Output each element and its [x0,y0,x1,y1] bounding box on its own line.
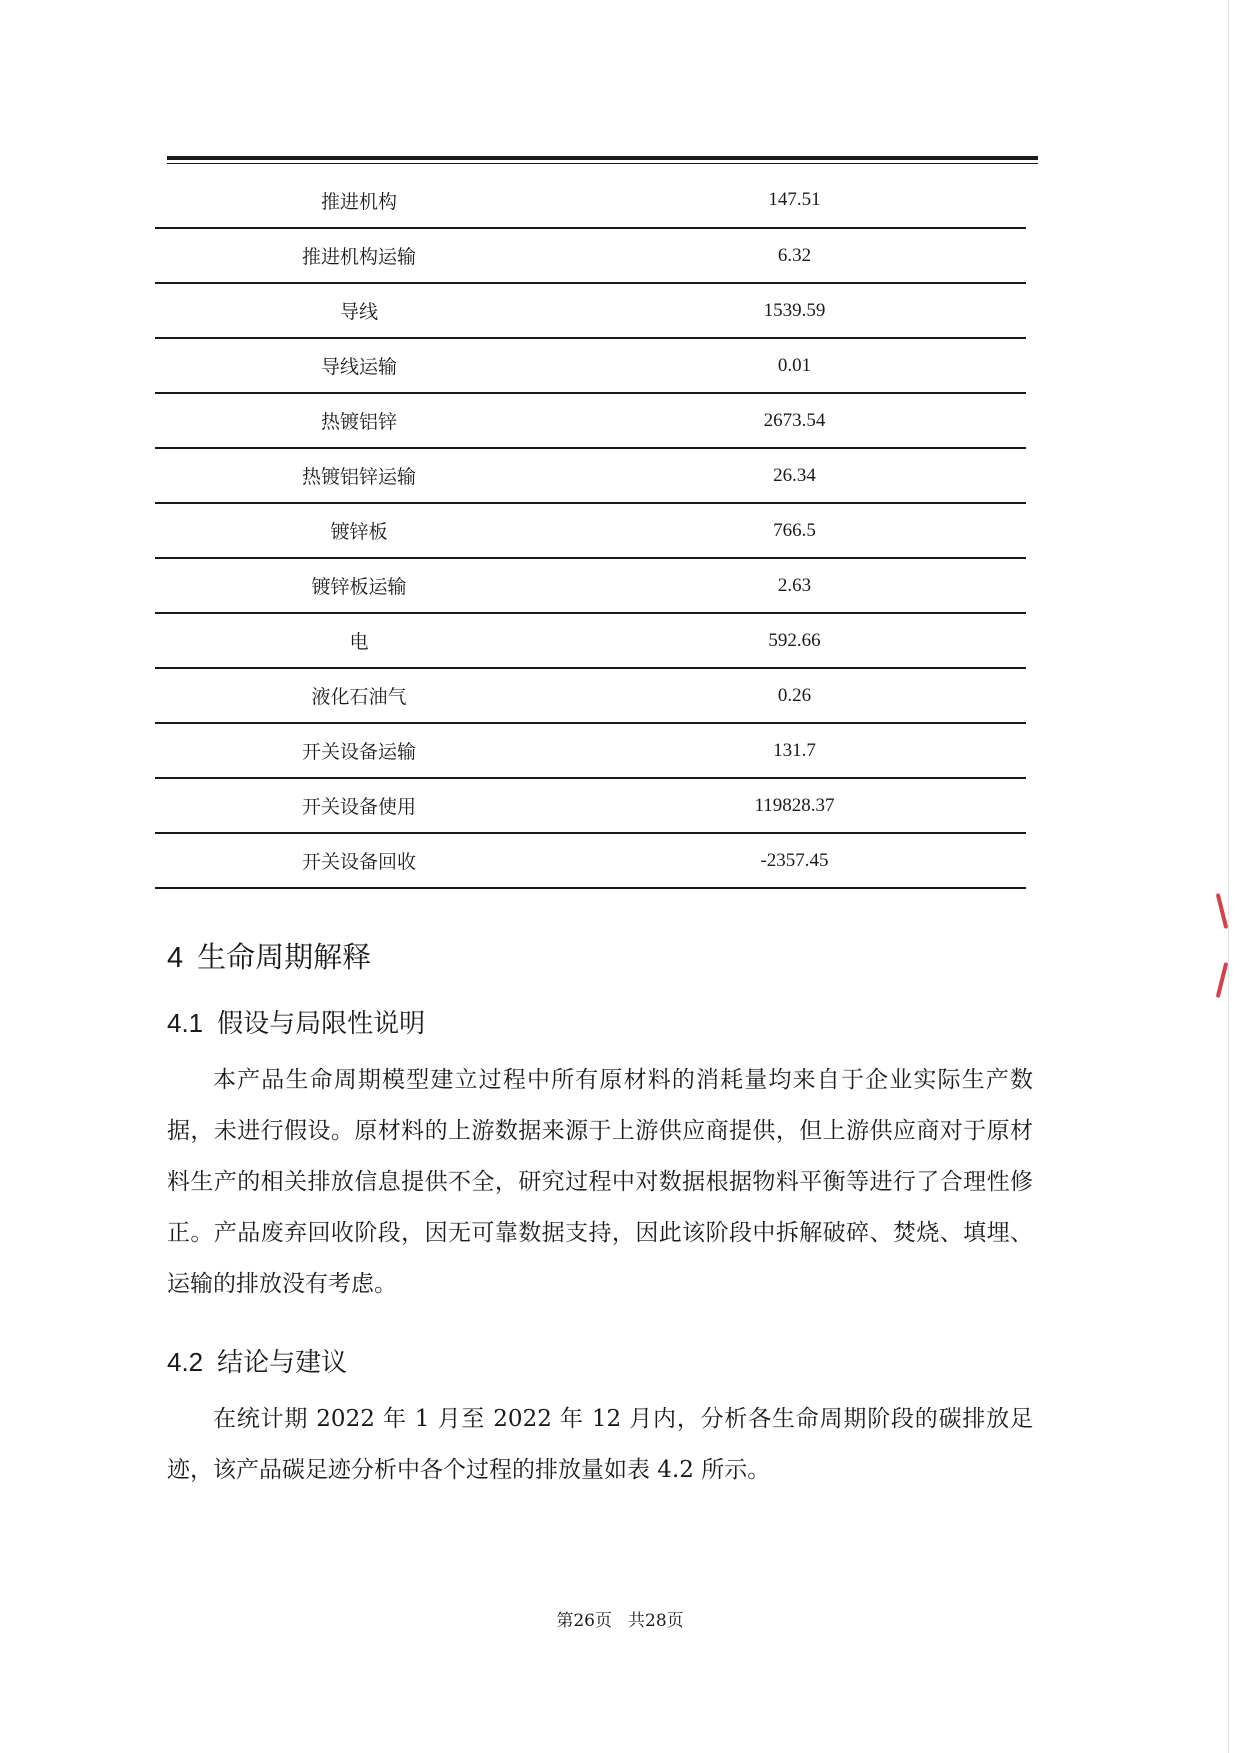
table-row [155,393,1026,448]
table-row [155,668,1026,723]
table-row [155,503,1026,558]
process-name-cell: 开关设备运输 [301,741,416,763]
section-4-heading [167,935,371,976]
table-row [155,228,1026,283]
section-4-2-paragraph: 在统计期 2022 年 1 月至 2022 年 12 月内，分析各生命周期阶段的碳排放足迹，该产品碳足迹分析中各个过程的排放量如表 4.2 所示。 [167,1406,1033,1483]
scan-edge-mark [1216,893,1229,929]
top-rule-thin [167,163,1038,164]
emission-value-cell: 592.66 [768,629,821,651]
process-name-cell: 电 [349,631,369,653]
emission-value-cell: 26.34 [773,464,816,486]
top-rule-thick [167,156,1038,160]
section-4-2-heading [167,1342,347,1379]
table-row [155,173,1026,228]
process-name-cell: 推进机构运输 [301,246,416,268]
emission-value-cell: 766.5 [773,519,816,541]
process-name-cell: 热镀铝锌 [320,411,397,433]
process-name-cell: 镀锌板运输 [311,576,407,598]
section-4-title: 生命周期解释 [197,940,372,974]
emission-value-cell: 1539.59 [763,299,826,321]
emission-value-cell: 2673.54 [763,409,826,431]
table-row [155,833,1026,888]
table-row [155,723,1026,778]
section-4-number: 4 [167,942,184,974]
table-row [155,558,1026,613]
section-4-2-title: 结论与建议 [217,1348,348,1378]
process-name-cell: 热镀铝锌运输 [301,466,416,488]
section-4-1-heading [167,1003,425,1040]
process-name-cell: 导线 [339,301,378,323]
table-row [155,283,1026,338]
table-row [155,613,1026,668]
process-name-cell: 镀锌板 [330,521,388,543]
page-total: 共28页 [628,1611,684,1631]
emission-value-cell: -2357.45 [760,849,829,871]
emission-value-cell: 2.63 [777,574,812,596]
process-name-cell: 液化石油气 [311,686,407,708]
emission-value-cell: 6.32 [777,244,812,266]
emission-value-cell: 147.51 [768,189,821,210]
emissions-table [155,173,1026,889]
table-row [155,778,1026,833]
section-4-1-title: 假设与局限性说明 [217,1009,426,1039]
page-footer [0,1606,1240,1631]
process-name-cell: 开关设备使用 [301,796,416,818]
table-row [155,338,1026,393]
scan-edge-mark [1216,962,1229,998]
emission-value-cell: 119828.37 [754,794,835,816]
scan-edge-line [1228,0,1229,1753]
process-name-cell: 开关设备回收 [301,851,416,873]
section-4-1-paragraph: 本产品生命周期模型建立过程中所有原材料的消耗量均来自于企业实际生产数据，未进行假设。原材料的上游数据来源于上游供应商提供，但上游供应商对于原材料生产的相关排放信息提供不全，研究过程中对数据根据物料平衡等进行了合理性修正。产品废弃回收阶段，因无可靠数据支持，因此该阶段中拆解破碎、焚烧、填埋、运输的排放没有考虑。 [167,1067,1033,1297]
process-name-cell: 导线运输 [320,356,397,378]
emission-value-cell: 0.26 [777,684,812,706]
process-name-cell: 推进机构 [320,190,397,213]
table-row [155,448,1026,503]
emission-value-cell: 131.7 [773,739,816,761]
section-4-1-number: 4.1 [167,1008,204,1038]
page-number: 第26页 [556,1611,612,1631]
emission-value-cell: 0.01 [777,354,812,376]
section-4-2-number: 4.2 [167,1347,204,1377]
